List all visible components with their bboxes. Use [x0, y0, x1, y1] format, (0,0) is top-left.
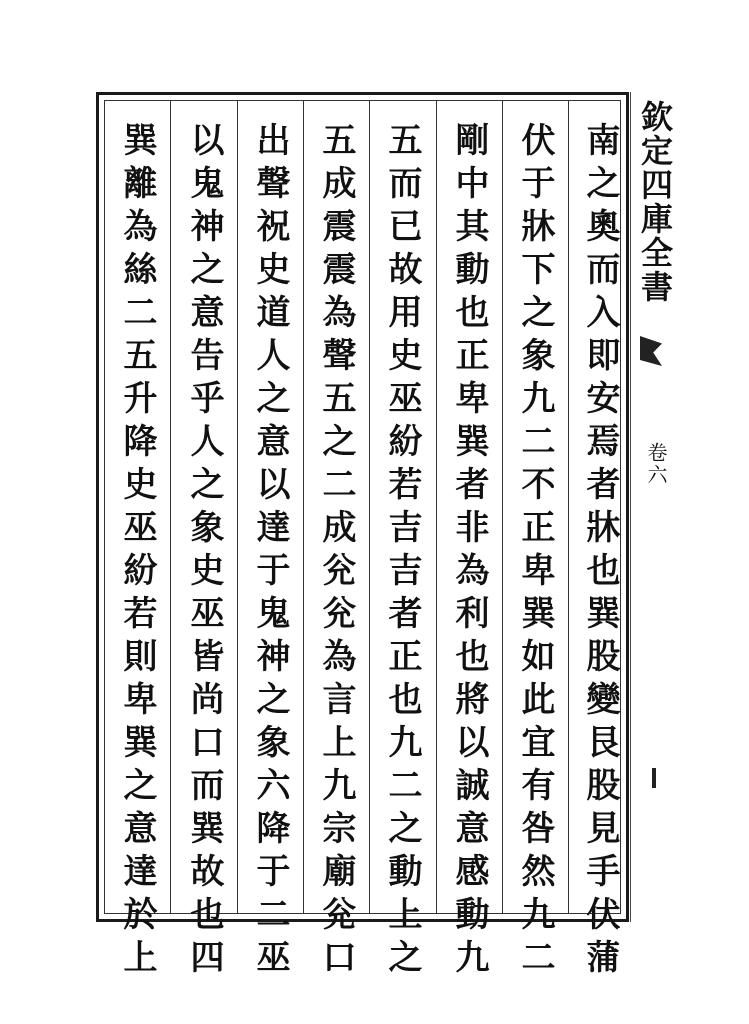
text-column-4: 五而已故用史巫紛若吉吉者正也九二之動上之 [382, 122, 422, 982]
text-column-3: 剛中其動也正卑巽者非為利也將以誠意感動九 [449, 122, 489, 982]
juan-number: 卷六 [644, 442, 668, 486]
text-column-1: 南之奧而入即安焉者牀也巽股變艮股見手伏蒲 [580, 122, 620, 982]
fishtail-mark-icon [640, 336, 662, 366]
margin-divider [630, 92, 631, 922]
text-column-2: 伏于牀下之象九二不正卑巽如此宜有咎然九二 [515, 122, 555, 982]
text-column-6: 出聲祝史道人之意以達于鬼神之象六降于二巫 [250, 122, 290, 982]
column-rule [369, 100, 370, 914]
column-rule [568, 100, 569, 914]
column-rule [303, 100, 304, 914]
column-rule [502, 100, 503, 914]
text-column-5: 五成震震為聲五之二成兊兊為言上九宗廟兊口 [316, 122, 356, 982]
text-column-8: 巽離為絲二五升降史巫紛若則卑巽之意達於上 [117, 122, 157, 982]
text-column-7: 以鬼神之意告乎人之象史巫皆尚口而巽故也四 [184, 122, 224, 982]
book-title: 欽定四庫全書 [636, 100, 674, 304]
column-rule [237, 100, 238, 914]
column-rule [170, 100, 171, 914]
column-rule [436, 100, 437, 914]
page-mark-icon [652, 768, 656, 788]
